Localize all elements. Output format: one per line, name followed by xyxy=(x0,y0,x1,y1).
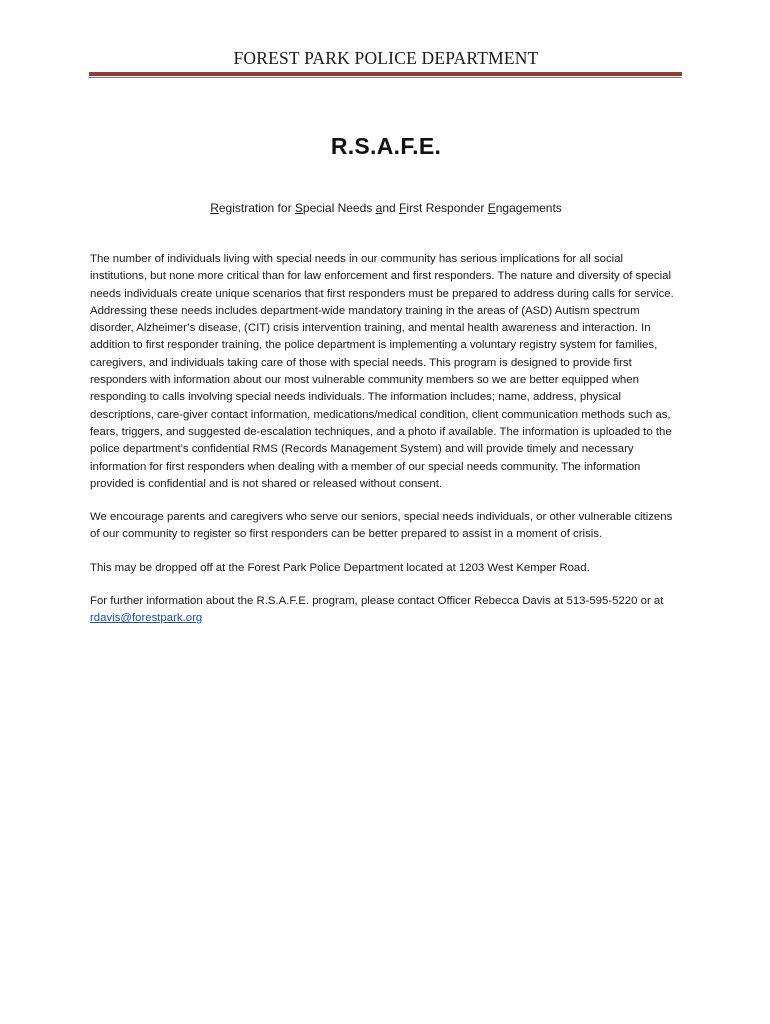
program-subtitle xyxy=(90,201,682,215)
header-rule xyxy=(89,72,682,76)
dropoff-paragraph: This may be dropped off at the Forest Park Police Department located at 1203 West Kemper Road. xyxy=(90,561,590,574)
subtitle-letter-r: R xyxy=(210,201,219,215)
department-header: FOREST PARK POLICE DEPARTMENT xyxy=(233,48,539,68)
header-rule-thin xyxy=(89,77,682,78)
subtitle-letter-f: F xyxy=(399,201,407,215)
contact-paragraph xyxy=(90,593,680,628)
contact-email-link[interactable]: rdavis@forestpark.org xyxy=(90,612,203,625)
subtitle-letter-s: S xyxy=(294,201,303,215)
contact-text: For further information about the R.S.A.F.E. program, please contact Officer Rebecca Davis at 513-595-5220 or at xyxy=(90,595,664,608)
document-body xyxy=(90,251,680,644)
subtitle-letter-e: E xyxy=(487,201,496,215)
page-title: R.S.A.F.E. xyxy=(330,133,442,159)
subtitle-letter-a: a xyxy=(375,201,383,215)
subtitle-part: irst Responder xyxy=(406,201,488,215)
subtitle-part: nd xyxy=(382,201,400,215)
intro-paragraph: The number of individuals living with special needs in our community has serious implications for all social institutions, but none more critical than for law enforcement and first responders. The nature and diversity of special needs individuals create unique scenarios that first responders must be prepared to address during calls for service. Addressing these needs includes department-wide mandatory training in the areas of (ASD) Autism spectrum disorder, Alzheimer’s disease, (CIT) crisis intervention training, and mental health awareness and interaction. In addition to first responder training, the police department is implementing a voluntary registry system for families, caregivers, and individuals taking care of those with special needs. This program is designed to provide first responders with information about our most vulnerable community members so we are better equipped when responding to calls involving special needs individuals. The information includes; name, address, physical descriptions, care-giver contact information, medications/medical condition, client communication methods such as, fears, triggers, and suggested de-escalation techniques, and a photo if available. The information is uploaded to the police department’s confidential RMS (Records Management System) and will provide timely and necessary information for first responders when dealing with a member of our special needs community. The information provided is confidential and is not shared or released without consent. xyxy=(90,253,674,490)
encourage-paragraph: We encourage parents and caregivers who serve our seniors, special needs individuals, or other vulnerable citizens of our community to register so first responders can be better prepared to assist in a moment of crisis. xyxy=(90,511,673,541)
subtitle-part: egistration for xyxy=(218,201,295,215)
subtitle-part: ngagements xyxy=(495,201,562,215)
subtitle-part: pecial Needs xyxy=(302,201,376,215)
